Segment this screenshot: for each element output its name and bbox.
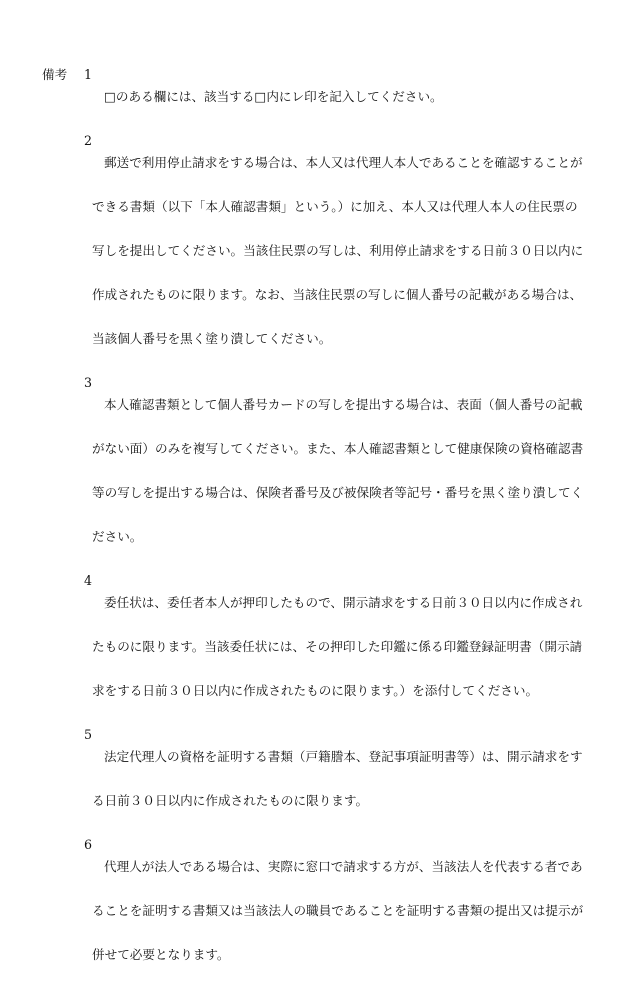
item-line: ださい。 — [92, 529, 143, 544]
remarks-label: 備考 — [42, 67, 68, 82]
item-line: 代理人が法人である場合は、実際に窓口で請求する方が、当該法人を代表する者であ — [104, 859, 583, 874]
item-number: 6 — [84, 837, 93, 852]
item-line: がない面）のみを複写してください。また、本人確認書類として健康保険の資格確認書 — [92, 441, 584, 456]
remarks-item-5 — [0, 724, 630, 834]
item-number: 4 — [84, 573, 93, 588]
item-text — [104, 64, 590, 130]
item-line: 作成されたものに限ります。なお、当該住民票の写しに個人番号の記載がある場合は、 — [92, 287, 583, 302]
item-line: たものに限ります。当該委任状には、その押印した印鑑に係る印鑑登録証明書（開示請 — [92, 639, 583, 654]
item-line: 求をする日前３０日以内に作成されたものに限ります。）を添付してください。 — [92, 683, 539, 698]
item-line: 当該個人番号を黒く塗り潰してください。 — [92, 331, 332, 346]
item-line: 郵送で利用停止請求をする場合は、本人又は代理人本人であることを確認することが — [104, 155, 583, 170]
item-number: 2 — [84, 133, 93, 148]
remarks-section — [0, 64, 630, 988]
item-line: 委任状は、委任者本人が押印したもので、開示請求をする日前３０日以内に作成され — [104, 595, 583, 610]
item-line: 本人確認書類として個人番号カードの写しを提出する場合は、表面（個人番号の記載 — [104, 397, 583, 412]
item-line: □のある欄には、該当する□内にレ印を記入してください。 — [104, 89, 443, 104]
remarks-item-4 — [0, 570, 630, 724]
item-line: ることを証明する書類又は当該法人の職員であることを証明する書類の提出又は提示が — [92, 903, 584, 918]
item-text — [92, 724, 590, 834]
item-line: できる書類（以下「本人確認書類」という。）に加え、本人又は代理人本人の住民票の — [92, 199, 578, 214]
item-number: 1 — [84, 67, 93, 82]
item-number: 5 — [84, 727, 93, 742]
remarks-item-1 — [0, 64, 630, 130]
item-text — [92, 372, 590, 570]
item-line: 等の写しを提出する場合は、保険者番号及び被保険者等記号・番号を黒く塗り潰してく — [92, 485, 584, 500]
item-line: る日前３０日以内に作成されたものに限ります。 — [92, 793, 369, 808]
item-line: 併せて必要となります。 — [92, 947, 230, 962]
remarks-item-2 — [0, 130, 630, 372]
remarks-item-3 — [0, 372, 630, 570]
remarks-item-6 — [0, 834, 630, 988]
item-text — [92, 570, 590, 724]
item-line: 法定代理人の資格を証明する書類（戸籍謄本、登記事項証明書等）は、開示請求をす — [104, 749, 583, 764]
item-number: 3 — [84, 375, 93, 390]
item-text — [92, 834, 590, 988]
item-line: 写しを提出してください。当該住民票の写しは、利用停止請求をする日前３０日以内に — [92, 243, 584, 258]
item-text — [92, 130, 590, 372]
